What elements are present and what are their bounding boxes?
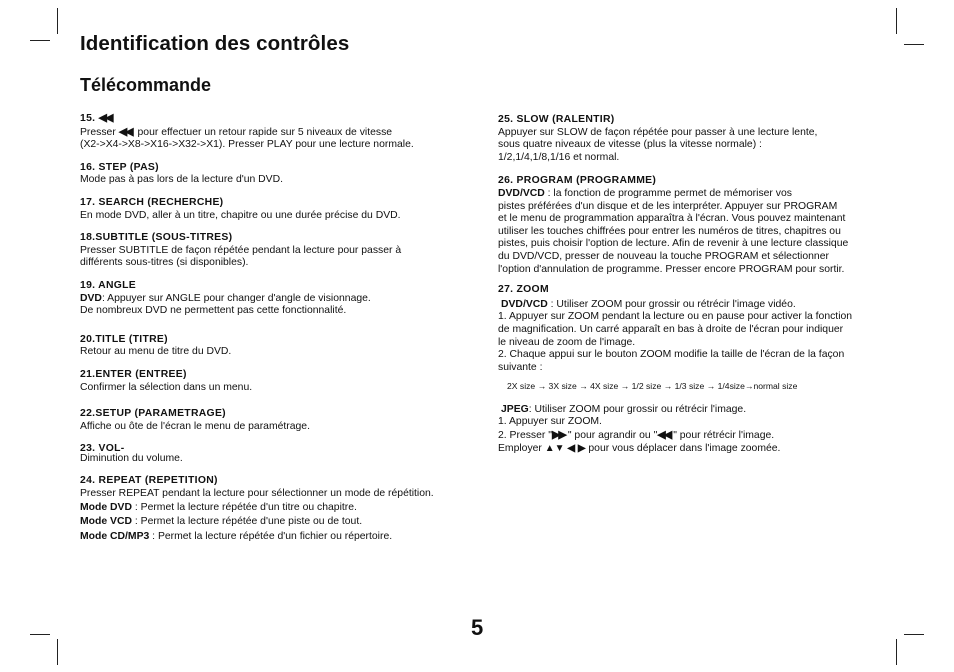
crop-mark-bottom-right-vertical <box>896 639 897 665</box>
item-27-text-6: suivante : <box>498 361 543 373</box>
mode-vcd-label: Mode VCD <box>80 516 132 528</box>
jpeg-text-4-pre: Employer <box>498 442 542 454</box>
fast-forward-icon: ▶▶ <box>551 429 565 442</box>
item-17-search <box>80 197 480 222</box>
item-26-text-2: pistes préférées d'un disque et de les interpréter. Appuyer sur PROGRAM <box>498 200 838 212</box>
item-18-text-2: différents sous-titres (si disponibles). <box>80 257 249 269</box>
item-17-text: En mode DVD, aller à un titre, chapitre ou une durée précise du DVD. <box>80 209 401 221</box>
item-27-text-5: 2. Chaque appui sur le bouton ZOOM modifie la taille de l'écran de la façon <box>498 349 845 361</box>
page-title: Identification des contrôles <box>80 32 350 55</box>
item-25-text-2: sous quatre niveaux de vitesse (plus la vitesse normale) : <box>498 139 762 151</box>
item-19-text-2: De nombreux DVD ne permettent pas cette fonctionnalité. <box>80 305 347 317</box>
jpeg-text-2: 1. Appuyer sur ZOOM. <box>498 416 602 428</box>
item-19-title: 19. ANGLE <box>80 279 137 291</box>
item-20-title-menu <box>80 334 480 359</box>
item-19-mode-label: DVD <box>80 292 102 304</box>
item-22-title: 22.SETUP (PARAMETRAGE) <box>80 408 226 420</box>
item-21-title: 21.ENTER (ENTREE) <box>80 368 187 380</box>
item-27-text-2: 1. Appuyer sur ZOOM pendant la lecture ou en pause pour activer la fonction <box>498 311 853 323</box>
crop-mark-bottom-left-vertical <box>57 639 58 665</box>
fast-rewind-icon: ◀◀ <box>118 125 132 138</box>
crop-mark-bottom-left-horizontal <box>30 634 50 635</box>
item-25-text-3: 1/2,1/4,1/8,1/16 et normal. <box>498 151 620 163</box>
item-27-mode-label: DVD/VCD <box>501 298 548 310</box>
left-column <box>80 112 480 543</box>
fast-rewind-icon: ◀◀ <box>98 112 112 124</box>
item-26-title: 26. PROGRAM (PROGRAMME) <box>498 175 657 187</box>
mode-cd-mp3-text: : Permet la lecture répétée d'un fichier ou répertoire. <box>152 530 393 542</box>
jpeg-text-3-post: " pour rétrécir l'image. <box>673 430 775 442</box>
item-24-repeat <box>80 475 480 543</box>
item-22-setup <box>80 408 480 433</box>
item-16-text: Mode pas à pas lors de la lecture d'un DVD. <box>80 174 283 186</box>
item-26-text-4: utiliser les touches chiffrées pour entrer les numéros de titres, chapitres ou <box>498 225 841 237</box>
crop-mark-top-right-vertical <box>896 8 897 34</box>
item-26-text-1: : la fonction de programme permet de mémoriser vos <box>547 187 792 199</box>
item-26-text-5: pistes, puis choisir l'option de lecture. Afin de revenir à une lecture classique <box>498 238 849 250</box>
item-26-text-7: l'option d'annulation de programme. Presser encore PROGRAM pour sortir. <box>498 263 845 275</box>
item-27-title: 27. ZOOM <box>498 284 549 296</box>
item-19-angle <box>80 280 480 318</box>
jpeg-label: JPEG <box>501 403 529 415</box>
mode-dvd-label: Mode DVD <box>80 501 132 513</box>
item-24-title: 24. REPEAT (REPETITION) <box>80 475 218 487</box>
item-21-text: Confirmer la sélection dans un menu. <box>80 381 253 393</box>
item-16-title: 16. STEP (PAS) <box>80 161 159 173</box>
item-23-title: 23. VOL- <box>80 443 125 455</box>
item-16-step <box>80 162 480 187</box>
item-23-text: Diminution du volume. <box>80 452 183 464</box>
item-26-program <box>498 175 898 276</box>
crop-mark-top-left-vertical <box>57 8 58 34</box>
item-21-enter <box>80 369 480 394</box>
item-26-mode-label: DVD/VCD <box>498 187 545 199</box>
item-20-title: 20.TITLE (TITRE) <box>80 333 168 345</box>
item-18-subtitle <box>80 232 480 270</box>
mode-cd-mp3-label: Mode CD/MP3 <box>80 530 150 542</box>
item-25-slow <box>498 114 898 164</box>
section-subtitle: Télécommande <box>80 75 212 95</box>
item-15-text-pre: Presser <box>80 126 116 138</box>
item-27-text-4: le niveau de zoom de l'image. <box>498 336 636 348</box>
mode-vcd-text: : Permet la lecture répétée d'une piste ou de tout. <box>134 516 363 528</box>
zoom-size-sequence: 2X size → 3X size → 4X size → 1/2 size → 1/3 size → 1/4size→normal size <box>507 381 798 392</box>
item-18-text-1: Presser SUBTITLE de façon répétée pendant la lecture pour passer à <box>80 244 402 256</box>
item-26-text-3: et le menu de programmation apparaîtra à l'écran. Vous pouvez maintenant <box>498 213 846 225</box>
jpeg-text-3-mid: " pour agrandir ou " <box>567 430 658 442</box>
item-24-text: Presser REPEAT pendant la lecture pour sélectionner un mode de répétition. <box>80 488 434 500</box>
item-26-text-6: du DVD/VCD, presser de nouveau la touche PROGRAM et sélectionner <box>498 250 829 262</box>
crop-mark-top-right-horizontal <box>904 44 924 45</box>
mode-dvd-text: : Permet la lecture répétée d'un titre ou chapitre. <box>134 501 357 513</box>
item-15-rewind <box>80 112 480 152</box>
item-25-text-1: Appuyer sur SLOW de façon répétée pour passer à une lecture lente, <box>498 126 818 138</box>
item-17-title: 17. SEARCH (RECHERCHE) <box>80 196 224 208</box>
item-22-text: Affiche ou ôte de l'écran le menu de paramétrage. <box>80 420 310 432</box>
fast-rewind-icon: ◀◀ <box>657 429 671 442</box>
item-20-text: Retour au menu de titre du DVD. <box>80 346 232 358</box>
item-23-volume-down <box>80 443 480 465</box>
item-15-text-post: pour effectuer un retour rapide sur 5 niveaux de vitesse <box>137 126 393 138</box>
item-18-title: 18.SUBTITLE (SOUS-TITRES) <box>80 232 233 244</box>
jpeg-text-1: : Utiliser ZOOM pour grossir ou rétrécir l'image. <box>528 403 747 415</box>
item-27-zoom <box>498 284 898 455</box>
direction-arrows-icon: ▲▼ ◀ ▶ <box>544 442 586 454</box>
item-27-text-1: : Utiliser ZOOM pour grossir ou rétrécir l'image vidéo. <box>550 298 796 310</box>
jpeg-text-3-pre: 2. Presser " <box>498 430 552 442</box>
item-15-number: 15. <box>80 113 96 124</box>
page-number: 5 <box>471 615 484 640</box>
right-column <box>498 114 898 455</box>
item-19-text-1: : Appuyer sur ANGLE pour changer d'angle de visionnage. <box>101 292 371 304</box>
jpeg-text-4-post: pour vous déplacer dans l'image zoomée. <box>588 442 781 454</box>
item-27-text-3: de magnification. Un carré apparaît en bas à droite de l'écran pour indiquer <box>498 323 844 335</box>
crop-mark-bottom-right-horizontal <box>904 634 924 635</box>
crop-mark-top-left-horizontal <box>30 40 50 41</box>
item-25-title: 25. SLOW (RALENTIR) <box>498 114 615 125</box>
item-15-speeds: (X2->X4->X8->X16->X32->X1). Presser PLAY pour une lecture normale. <box>80 139 414 151</box>
